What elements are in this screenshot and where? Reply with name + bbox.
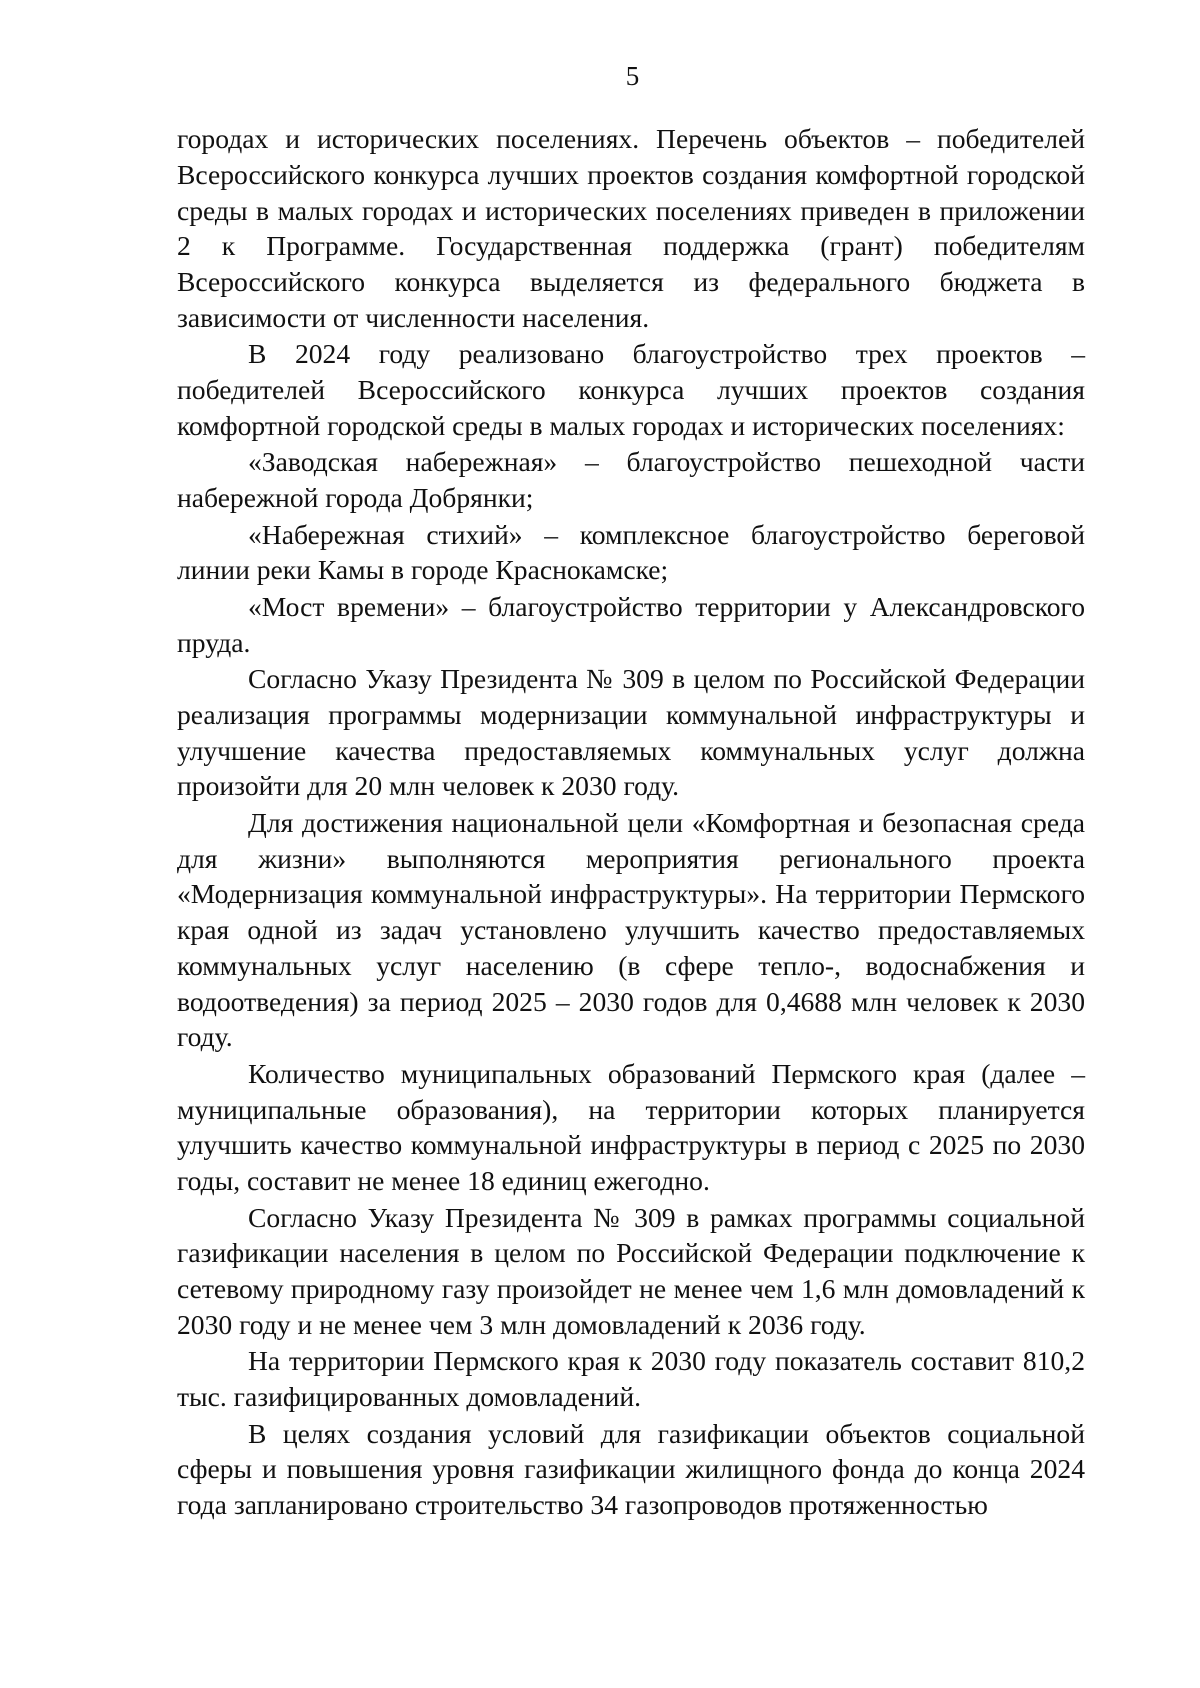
paragraph-decree-utilities: Согласно Указу Президента № 309 в целом по Российской Федерации реализация программы модернизации коммунальной инфраструктуры и улучшение качества предоставляемых коммунальных услуг должна произойти для 20 млн человек к 2030 году. xyxy=(177,662,1085,802)
paragraph-national-goal: Для достижения национальной цели «Комфортная и безопасная среда для жизни» выполняются мероприятия регионального проекта «Модернизация коммунальной инфраструктуры». На территории Пермского края одной из задач установлено улучшить качество предоставляемых коммунальных услуг населению (в сфере тепло-, водоснабжения и водоотведения) за период 2025 – 2030 годов для 0,4688 млн человек к 2030 году. xyxy=(177,806,1085,1053)
document-body xyxy=(177,121,1085,1523)
paragraph-embankment-of-elements: «Набережная стихий» – комплексное благоустройство береговой линии реки Камы в городе Краснокамске; xyxy=(177,518,1085,586)
paragraph-perm-gasification-indicator: На территории Пермского края к 2030 году показатель составит 810,2 тыс. газифицированных домовладений. xyxy=(177,1345,1085,1413)
paragraph-zavodskaya-embankment: «Заводская набережная» – благоустройство пешеходной части набережной города Добрянки; xyxy=(177,446,1085,514)
paragraph-decree-gasification: Согласно Указу Президента № 309 в рамках программы социальной газификации населения в целом по Российской Федерации подключение к сетевому природному газу произойдет не менее чем 1,6 млн домовладений к 2030 году и не менее чем 3 млн домовладений к 2036 году. xyxy=(177,1201,1085,1341)
paragraph-gas-pipelines: В целях создания условий для газификации объектов социальной сферы и повышения уровня газификации жилищного фонда до конца 2024 года запланировано строительство 34 газопроводов протяженностью xyxy=(177,1417,1085,1521)
paragraph-bridge-of-time: «Мост времени» – благоустройство территории у Александровского пруда. xyxy=(177,590,1085,658)
paragraph-2024-projects: В 2024 году реализовано благоустройство трех проектов – победителей Всероссийского конкурса лучших проектов создания комфортной городской среды в малых городах и исторических поселениях: xyxy=(177,338,1085,441)
paragraph-municipalities-count: Количество муниципальных образований Пермского края (далее – муниципальные образования), на территории которых планируется улучшить качество коммунальной инфраструктуры в период с 2025 по 2030 годы, составит не менее 18 единиц ежегодно. xyxy=(177,1057,1085,1197)
paragraph-continuation: городах и исторических поселениях. Перечень объектов – победителей Всероссийского конкурса лучших проектов создания комфортной городской среды в малых городах и исторических поселениях приведен в приложении 2 к Программе. Государственная поддержка (грант) победителям Всероссийского конкурса выделяется из федерального бюджета в зависимости от численности населения. xyxy=(177,123,1085,333)
page-number: 5 xyxy=(625,61,640,91)
